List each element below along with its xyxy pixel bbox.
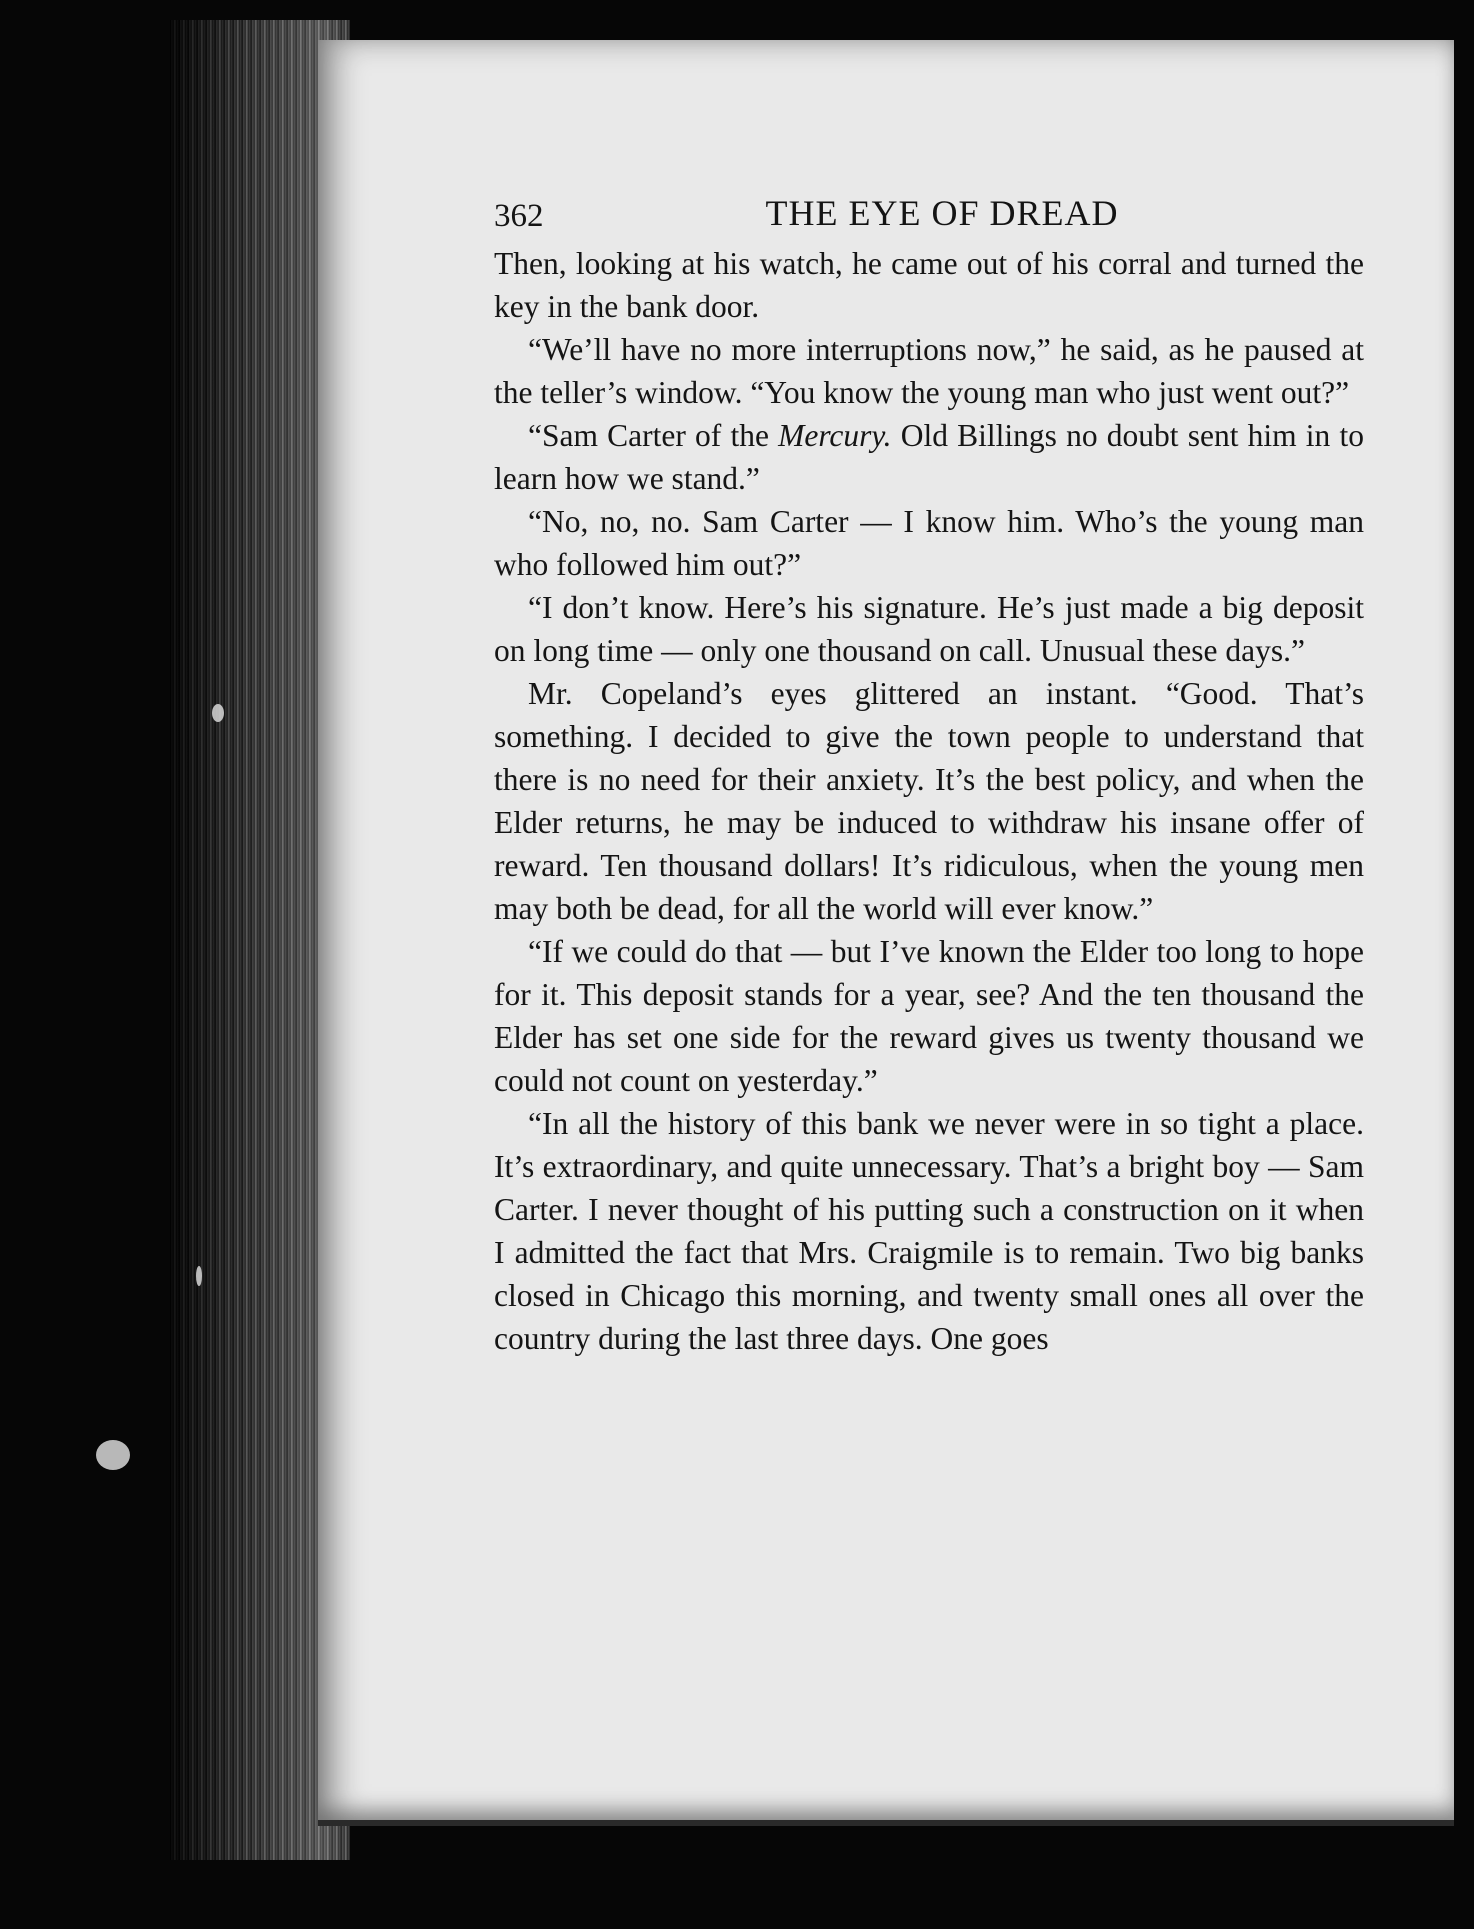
scan-speck (96, 1440, 130, 1470)
text-run: Mr. Copeland’s eyes glittered an instant. “Good. That’s something. I decided to give the town people to understand that there is no need for their anxiety. It’s the best policy, and when the Elder returns, he may be induced to withdraw his insane offer of reward. Ten thousand dollars! It’s ridiculous, when the young men may both be dead, for all the world will ever know.” (494, 676, 1364, 926)
text-run: “We’ll have no more interruptions now,” he said, as he paused at the teller’s window. “You know the young man who just went out?” (494, 332, 1364, 410)
text-run: “No, no, no. Sam Carter — I know him. Who’s the young man who followed him out?” (494, 504, 1364, 582)
body-text (494, 242, 1364, 1360)
text-run: Then, looking at his watch, he came out of his corral and turned the key in the bank door. (494, 246, 1364, 324)
paragraph (494, 586, 1364, 672)
running-head (494, 186, 1364, 242)
paragraph (494, 414, 1364, 500)
italic-text: Mercury. (778, 418, 892, 453)
text-run: “If we could do that — but I’ve known the Elder too long to hope for it. This deposit stands for a year, see? And the ten thousand the Elder has set one side for the reward gives us twenty thousand we could not count on yesterday.” (494, 934, 1364, 1098)
paragraph (494, 328, 1364, 414)
paragraph (494, 242, 1364, 328)
text-run: “Sam Carter of the (528, 418, 779, 453)
paragraph (494, 500, 1364, 586)
page-number: 362 (494, 198, 544, 234)
text-run: Old Billings no doubt sent him in to learn how we stand.” (494, 418, 1364, 496)
scan-speck (196, 1266, 202, 1286)
text-run: “I don’t know. Here’s his signature. He’s just made a big deposit on long time — only one thousand on call. Unusual these days.” (494, 590, 1364, 668)
page-content (494, 186, 1364, 1360)
paragraph (494, 1102, 1364, 1360)
text-run: “In all the history of this bank we never were in so tight a place. It’s extraordinary, and quite unnecessary. That’s a bright boy — Sam Carter. I never thought of his putting such a construction on it when I admitted the fact that Mrs. Craigmile is to remain. Two big banks closed in Chicago this morning, and twenty small ones all over the country during the last three days. One goes (494, 1106, 1364, 1356)
scan-speck (212, 704, 224, 722)
running-title: THE EYE OF DREAD (765, 193, 1119, 233)
book-page (318, 40, 1454, 1826)
paragraph (494, 930, 1364, 1102)
paragraph (494, 672, 1364, 930)
